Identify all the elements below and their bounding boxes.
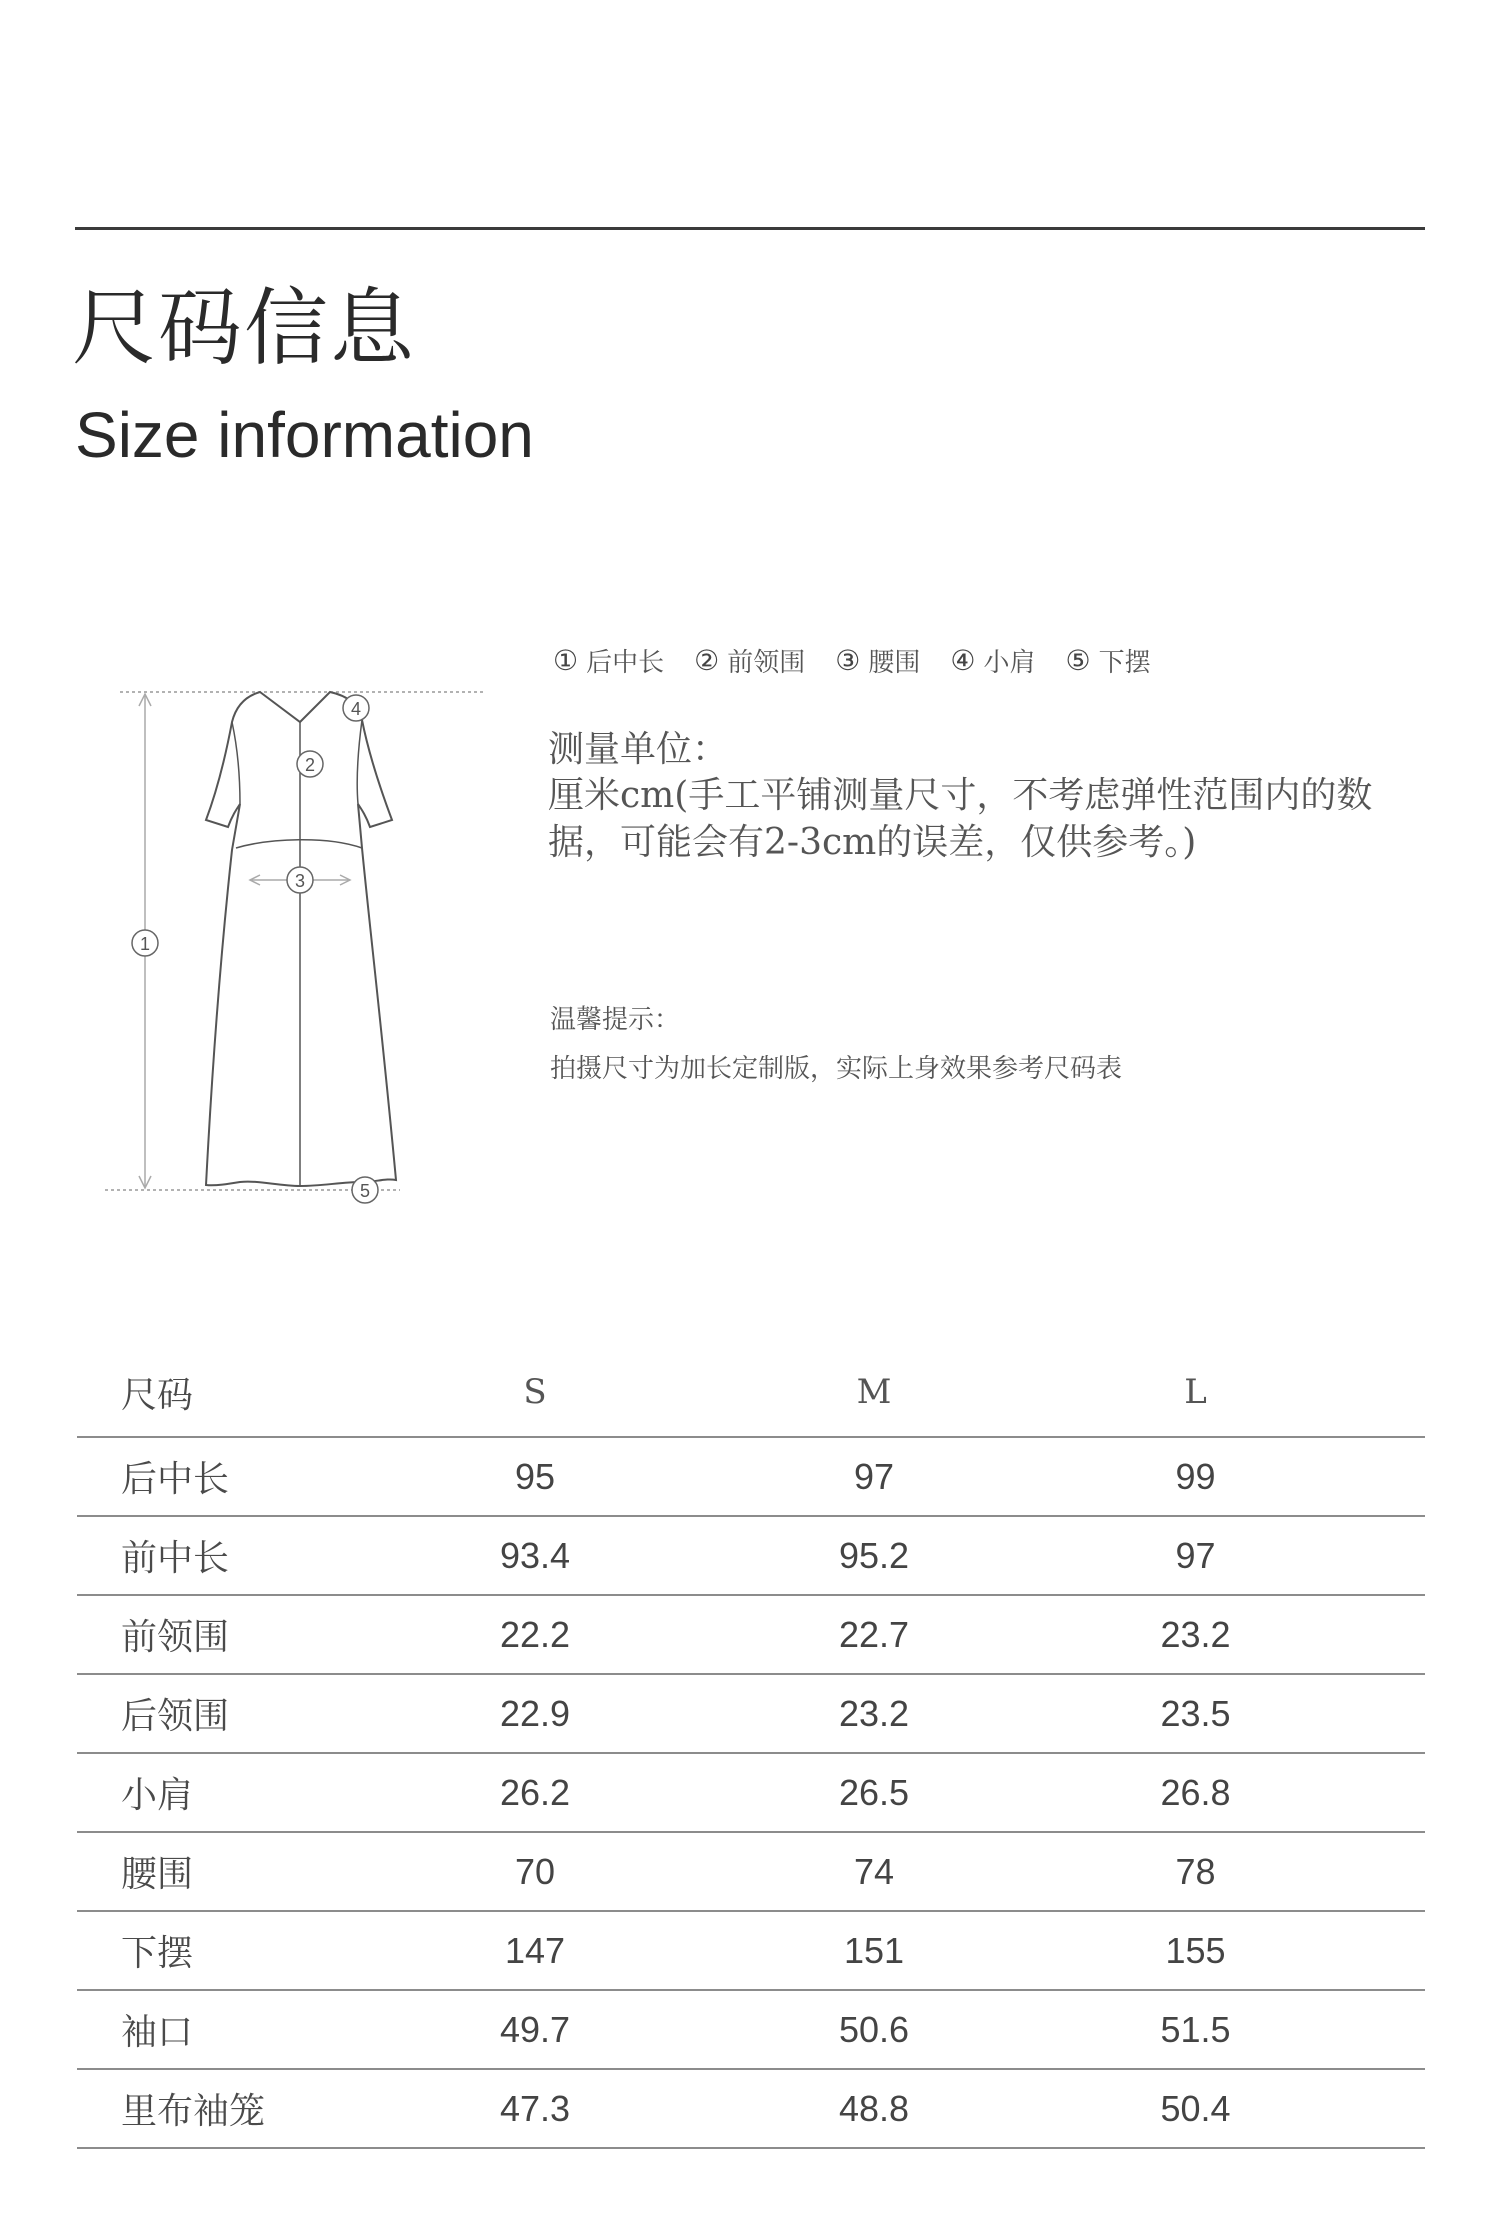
cell-m: 151 [843, 1929, 905, 1971]
svg-text:5: 5 [359, 1181, 371, 1201]
table-row [77, 1596, 1425, 1675]
row-label: 下摆 [121, 1933, 194, 1974]
tip-title: 温馨提示： [550, 1005, 681, 1035]
cell-l: 51.5 [1160, 2008, 1231, 2050]
row-label: 小肩 [121, 1775, 194, 1816]
marker-3 [287, 867, 313, 893]
cell-m: 22.7 [838, 1613, 910, 1655]
row-label: 后中长 [121, 1459, 230, 1500]
cell-l: 97 [1175, 1534, 1216, 1576]
table-row [77, 1675, 1425, 1754]
measurement-legend [553, 640, 1181, 680]
table-row [77, 1517, 1425, 1596]
size-table [77, 1348, 1425, 2149]
header-size-l: L [1184, 1372, 1207, 1412]
svg-text:3: 3 [294, 871, 306, 891]
marker-1 [132, 930, 158, 956]
cell-s: 70 [514, 1850, 556, 1892]
svg-text:1: 1 [139, 934, 151, 954]
table-row [77, 1912, 1425, 1991]
legend-number: ③ [835, 643, 861, 677]
cell-l: 50.4 [1160, 2087, 1231, 2129]
row-label: 前领围 [121, 1617, 230, 1658]
cell-l: 155 [1165, 1929, 1226, 1971]
legend-label: 后中长 [586, 647, 665, 678]
legend-item [950, 642, 1035, 679]
page-title-en: Size information [75, 399, 534, 471]
cell-s: 147 [504, 1929, 566, 1971]
row-label: 腰围 [121, 1854, 194, 1895]
cell-l: 26.8 [1160, 1771, 1231, 1813]
row-label: 后领围 [121, 1696, 230, 1737]
legend-item [553, 642, 664, 679]
right-sleeve-seam [357, 720, 362, 804]
marker-2 [297, 751, 323, 777]
cell-m: 23.2 [838, 1692, 910, 1734]
cell-m: 50.6 [838, 2008, 910, 2050]
cell-s: 22.2 [499, 1613, 571, 1655]
cell-m: 95.2 [838, 1534, 910, 1576]
cell-m: 48.8 [838, 2087, 910, 2129]
cell-s: 26.2 [499, 1771, 571, 1813]
cell-m: 74 [853, 1850, 895, 1892]
row-label: 袖口 [121, 2012, 194, 2053]
legend-number: ② [694, 643, 720, 677]
cell-l: 23.2 [1160, 1613, 1231, 1655]
marker-4 [343, 695, 369, 721]
cell-s: 95 [514, 1455, 556, 1497]
legend-label: 前领围 [727, 647, 806, 678]
table-row [77, 1833, 1425, 1912]
legend-number: ① [553, 643, 579, 677]
cell-l: 23.5 [1160, 1692, 1231, 1734]
cell-l: 99 [1175, 1455, 1216, 1497]
cell-s: 22.9 [499, 1692, 571, 1734]
svg-text:2: 2 [304, 755, 316, 775]
measurement-unit-description: 厘米cm(手工平铺测量尺寸，不考虑弹性范围内的数据，可能会有2-3cm的误差，仅供参考。) [548, 775, 1373, 863]
table-header-row [77, 1348, 1425, 1438]
tip-text: 拍摄尺寸为加长定制版，实际上身效果参考尺码表 [550, 1054, 1123, 1084]
cell-m: 26.5 [838, 1771, 910, 1813]
table-row [77, 1991, 1425, 2070]
header-size-m: M [856, 1372, 892, 1412]
cell-s: 93.4 [499, 1534, 571, 1576]
waist-seam [236, 840, 362, 848]
legend-item [694, 642, 805, 679]
legend-label: 下摆 [1098, 647, 1151, 678]
cell-l: 78 [1175, 1850, 1216, 1892]
legend-number: ④ [950, 643, 976, 677]
row-label: 前中长 [121, 1538, 230, 1579]
table-row [77, 2070, 1425, 2149]
legend-item [835, 642, 920, 679]
measurement-unit-title: 测量单位： [548, 729, 729, 770]
page-title-cn: 尺码信息 [72, 279, 417, 377]
cell-m: 97 [853, 1455, 895, 1497]
legend-item [1066, 642, 1151, 679]
dress-measurement-diagram [100, 670, 500, 1210]
row-label: 里布袖笼 [121, 2091, 266, 2132]
header-size-s: S [523, 1372, 547, 1412]
table-row [77, 1438, 1425, 1517]
table-row [77, 1754, 1425, 1833]
header-size-label: 尺码 [121, 1374, 194, 1416]
legend-number: ⑤ [1065, 643, 1091, 677]
left-sleeve-seam [232, 722, 240, 804]
cell-s: 49.7 [499, 2008, 571, 2050]
svg-text:4: 4 [350, 699, 362, 719]
cell-s: 47.3 [499, 2087, 571, 2129]
marker-5 [352, 1177, 378, 1203]
legend-label: 小肩 [983, 647, 1036, 678]
legend-label: 腰围 [868, 647, 921, 678]
top-divider [75, 227, 1425, 230]
